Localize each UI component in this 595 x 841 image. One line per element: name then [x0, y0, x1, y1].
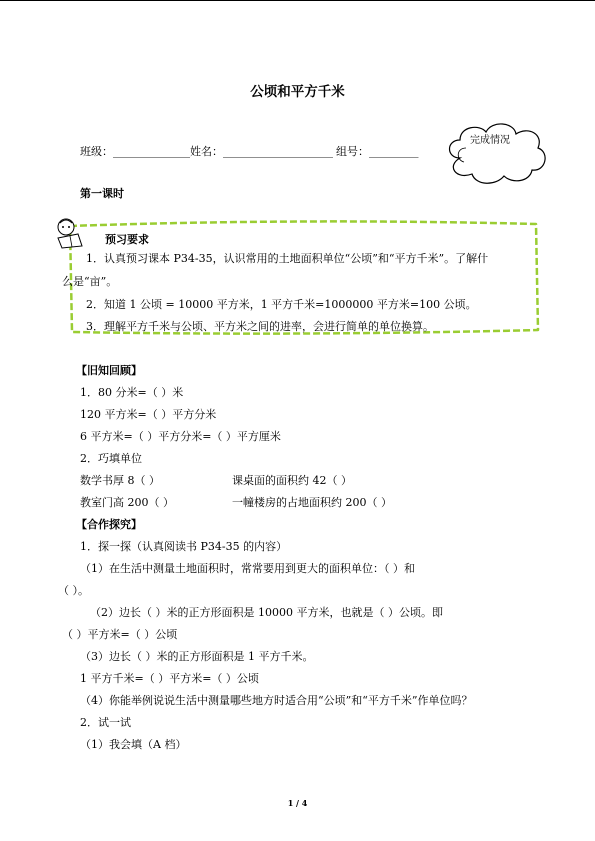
explore-e1a: （1）在生活中测量土地面积时，常常要用到更大的面积单位：（ ）和: [80, 562, 415, 575]
preview-line-1: 1．认真预习课本 P34-35，认识常用的土地面积单位“公顷”和“平方千米”。了解什: [86, 252, 489, 265]
name-field: 姓名：____________________: [190, 145, 333, 158]
preview-heading: 预习要求: [105, 233, 149, 246]
review-q1b: 120 平方米=（ ）平方分米: [80, 408, 217, 421]
review-q2: 2．巧填单位: [80, 452, 142, 465]
preview-line-1b: 么是“亩”。: [62, 275, 118, 288]
review-q2b: 课桌面的面积约 42（ ）: [232, 474, 352, 487]
top-rule: [0, 0, 595, 1]
cloud-label: 完成情况: [470, 135, 510, 146]
completion-cloud: [442, 118, 550, 188]
explore-e1b: （2）边长（ ）米的正方形面积是 10000 平方米，也就是（ ）公顷。即: [90, 606, 443, 619]
explore-e1c: （3）边长（ ）米的正方形面积是 1 平方千米。: [80, 650, 314, 663]
review-heading: 【旧知回顾】: [76, 364, 142, 377]
review-q2a: 数学书厚 8（ ）: [80, 474, 160, 487]
lesson-title: 第一课时: [80, 187, 124, 200]
student-reading-icon: [52, 214, 88, 250]
cloud-icon: [442, 118, 550, 188]
page-number: 1 / 4: [287, 798, 308, 808]
explore-e1: 1．探一探（认真阅读书 P34-35 的内容）: [80, 540, 288, 553]
explore-e1b2: （ ）平方米=（ ）公顷: [62, 628, 178, 641]
explore-e2: 2．试一试: [80, 716, 131, 729]
class-field: 班级：______________: [80, 145, 190, 158]
group-field: 组号：_________: [336, 145, 419, 158]
explore-e1a2: （ ）。: [58, 584, 89, 597]
review-q2d: 一幢楼房的占地面积约 200（ ）: [232, 496, 392, 509]
preview-line-3: 3．理解平方千米与公顷、平方米之间的进率，会进行简单的单位换算。: [86, 320, 434, 333]
explore-e1c2: 1 平方千米=（ ）平方米=（ ）公顷: [80, 672, 259, 685]
review-q1: 1．80 分米=（ ）米: [80, 386, 184, 399]
preview-line-2: 2．知道 1 公顷 = 10000 平方米，1 平方千米=1000000 平方米=100 公顷。: [86, 298, 477, 311]
page-title: 公顷和平方千米: [250, 84, 345, 100]
review-q2c: 教室门高 200（ ）: [80, 496, 174, 509]
explore-e1d: （4）你能举例说说生活中测量哪些地方时适合用“公顷”和“平方千米”作单位吗？: [80, 694, 473, 707]
review-q1c: 6 平方米=（ ）平方分米=（ ）平方厘米: [80, 430, 281, 443]
explore-heading: 【合作探究】: [76, 518, 142, 531]
explore-e2a: （1）我会填（A 档）: [80, 738, 187, 751]
